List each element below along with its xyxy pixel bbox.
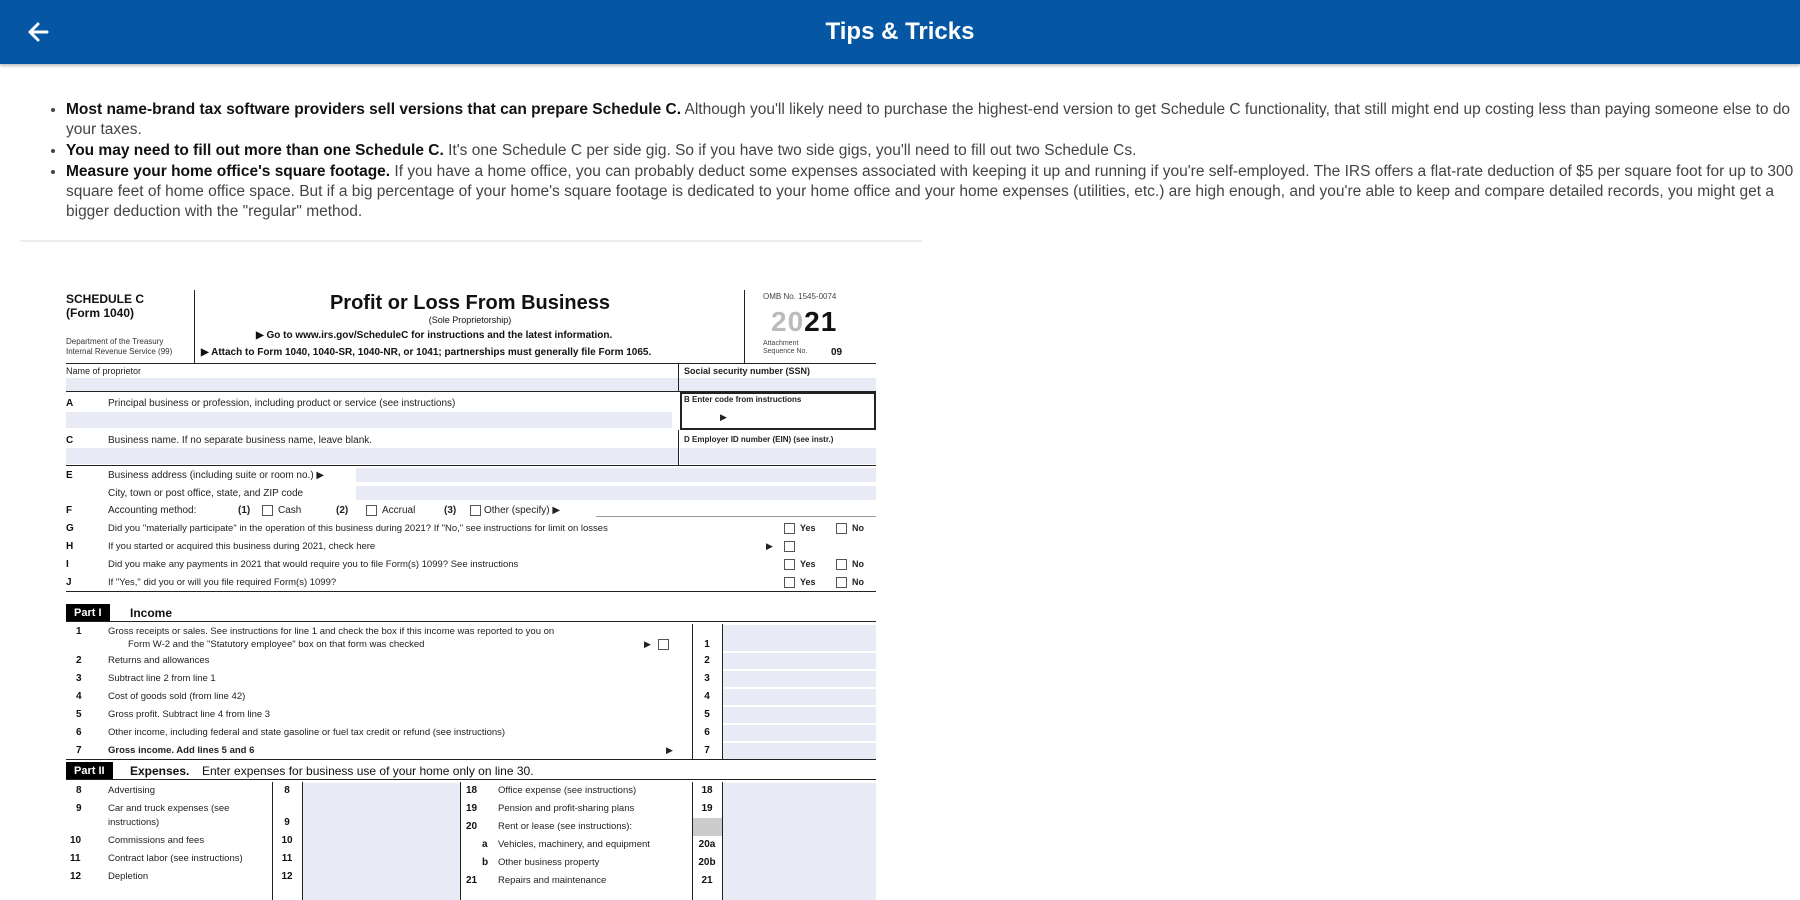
line-text: Contract labor (see instructions): [108, 853, 243, 864]
divider: [20, 240, 922, 242]
year-part-b: 21: [804, 306, 838, 337]
option-num: (1): [238, 505, 251, 516]
line-text: instructions): [108, 817, 160, 828]
part-2-bar: [66, 762, 876, 780]
page-title: Tips & Tricks: [825, 18, 975, 45]
line-number: 1: [76, 626, 82, 637]
part-2-subtitle: Enter expenses for business use of your home only on line 30.: [202, 764, 534, 778]
line-b-label: [684, 395, 801, 404]
line-text: Advertising: [108, 785, 155, 796]
rule: [744, 290, 745, 364]
line-code: 1: [704, 639, 710, 650]
form-number: (Form 1040): [66, 306, 135, 320]
income-line-4: [66, 688, 876, 706]
line-code: 20a: [698, 839, 716, 850]
rule: [678, 430, 679, 466]
line-a-row: [66, 392, 876, 430]
line-number: 18: [466, 785, 478, 796]
rule: [692, 782, 693, 900]
checkbox: [784, 523, 795, 534]
income-line-5: [66, 706, 876, 724]
field-shade: [356, 468, 876, 482]
line-letter: F: [66, 505, 73, 516]
dept-name: Department of the Treasury: [66, 337, 164, 346]
checkbox: [836, 559, 847, 570]
line-number: 8: [76, 785, 82, 796]
line-number: 19: [466, 803, 478, 814]
line-code: 7: [704, 745, 710, 756]
checkbox: [784, 559, 795, 570]
line-j-row: [66, 574, 876, 592]
line-text: Gross income. Add lines 5 and 6: [108, 745, 255, 756]
line-letter: A: [66, 398, 74, 409]
line-f-text: Accounting method:: [108, 505, 197, 516]
line-code: 6: [704, 727, 710, 738]
tip-text: Although you'll likely need to purchase the highest-end version to get Schedule C functionality, that still might end up costing less than paying someone else to do your taxes.: [66, 101, 1791, 138]
line-e-text2: City, town or post office, state, and ZIP code: [108, 488, 304, 499]
line-number: 5: [76, 709, 82, 720]
form-goto-line: ▶ Go to www.irs.gov/ScheduleC for instructions and the latest information.: [256, 330, 613, 341]
line-number: a: [482, 839, 488, 850]
name-row: [66, 364, 876, 392]
rule: [66, 591, 876, 592]
line-letter: H: [66, 541, 74, 552]
field-shade: [723, 671, 876, 687]
checkbox: [784, 577, 795, 588]
checkbox: [784, 541, 795, 552]
form-header: [66, 290, 876, 364]
tip-heading: You may need to fill out more than one Schedule C.: [66, 142, 444, 159]
part-2-tag: Part II: [66, 762, 113, 780]
schedule-c-form-image: [66, 290, 876, 900]
tip-heading: Most name-brand tax software providers sell versions that can prepare Schedule C.: [66, 101, 682, 118]
tip-text: If you have a home office, you can probably deduct some expenses associated with keeping it up and running if you're self-employed. The IRS offers a flat-rate deduction of $5 per square foot for up to 300 square feet of home office space. But if a big percentage of your home's square footage is dedicated to your home office and your home expenses (utilities, etc.) are high enough, and you're able to keep and compare detailed records, you might get a bigger deduction with the "regular" method.: [66, 163, 1794, 220]
line-code: 8: [284, 785, 290, 796]
field-shade: [723, 783, 876, 900]
part-1-bar: [66, 604, 876, 622]
line-letter: B: [684, 395, 690, 404]
tips-list: [40, 100, 1800, 223]
field-shade: [723, 707, 876, 723]
sequence-number: 09: [831, 347, 843, 358]
line-letter: D: [684, 435, 690, 444]
arrow-left-icon: [27, 21, 49, 43]
attachment-label: Attachment: [763, 340, 799, 347]
field-shade: [723, 743, 876, 759]
field-shade: [723, 725, 876, 741]
line-number: 10: [70, 835, 82, 846]
checkbox: [366, 505, 377, 516]
income-line-1: [66, 624, 876, 652]
line-text: Car and truck expenses (see: [108, 803, 230, 814]
field-shade: [66, 378, 678, 391]
form-title-block: [196, 292, 744, 325]
tip-text: It's one Schedule C per side gig. So if you have two side gigs, you'll need to fill out two Schedule Cs.: [443, 142, 1137, 159]
form-title: Profit or Loss From Business: [329, 292, 611, 314]
line-text: Gross profit. Subtract line 4 from line 3: [108, 709, 271, 720]
yes-label: Yes: [800, 523, 816, 533]
line-text: Returns and allowances: [108, 655, 210, 666]
field-shade: [680, 448, 876, 464]
income-line-6: [66, 724, 876, 742]
omb-number: OMB No. 1545-0074: [763, 292, 837, 301]
income-line-3: [66, 670, 876, 688]
line-number: 20: [466, 821, 478, 832]
line-number: 3: [76, 673, 82, 684]
line-j-text: If "Yes," did you or will you file required Form(s) 1099?: [108, 577, 337, 588]
field-shade: [66, 412, 672, 428]
option-num: (3): [444, 505, 457, 516]
arrow-icon: ▶: [720, 412, 727, 422]
checkbox: [836, 523, 847, 534]
income-line-2: [66, 652, 876, 670]
line-code: 18: [701, 785, 713, 796]
part-1-tag: Part I: [66, 604, 110, 622]
form-schedule-label: [66, 292, 144, 320]
line-number: b: [482, 857, 489, 868]
line-f-row: [66, 502, 876, 520]
line-number: 4: [76, 691, 82, 702]
field-shade: [679, 378, 876, 391]
line-e-row: [66, 466, 876, 502]
line-code: 19: [701, 803, 713, 814]
attachment-block: [763, 340, 807, 356]
line-i-row: [66, 556, 876, 574]
line-code: 10: [281, 835, 293, 846]
line-number: 21: [466, 875, 478, 886]
line-code: 12: [281, 871, 293, 882]
line-text: Form W-2 and the "Statutory employee" box on that form was checked: [128, 639, 425, 650]
name-label: Name of proprietor: [66, 366, 142, 376]
line-c-text: Business name. If no separate business name, leave blank.: [108, 435, 373, 446]
line-code: 11: [281, 853, 293, 864]
no-label: No: [852, 559, 864, 569]
tip-item: [66, 162, 1800, 222]
no-label: No: [852, 523, 864, 533]
field-shade: [356, 486, 876, 500]
line-letter: G: [66, 523, 74, 534]
sequence-label: Sequence No.: [763, 348, 808, 355]
year-part-a: 20: [771, 306, 805, 337]
line-c-row: [66, 430, 876, 466]
line-code: 4: [704, 691, 710, 702]
line-text: Rent or lease (see instructions):: [498, 821, 633, 832]
income-line-7: [66, 742, 876, 760]
line-code: 20b: [698, 857, 716, 868]
line-h-row: [66, 538, 876, 556]
rule: [596, 516, 876, 517]
line-text: Cost of goods sold (from line 42): [108, 691, 246, 702]
form-subtitle: (Sole Proprietorship): [428, 315, 512, 325]
part-2-title: Expenses.: [130, 764, 190, 778]
app-bar: [0, 0, 1800, 64]
yes-label: Yes: [800, 577, 816, 587]
line-code: 2: [704, 655, 710, 666]
line-number: 6: [76, 727, 82, 738]
arrow-icon: ▶: [766, 541, 773, 551]
field-shade: [723, 653, 876, 669]
line-g-row: [66, 520, 876, 538]
field-shade: [66, 448, 678, 464]
line-d-text: Employer ID number (EIN) (see instr.): [692, 435, 834, 444]
option-other: Other (specify) ▶: [484, 505, 561, 516]
arrow-icon: ▶: [666, 745, 673, 755]
line-letter: I: [66, 559, 69, 570]
line-text: Repairs and maintenance: [498, 875, 607, 886]
line-d-label: [684, 435, 833, 444]
tip-item: [66, 141, 1800, 161]
line-number: 9: [76, 803, 82, 814]
rule: [66, 779, 876, 780]
line-code: 21: [701, 875, 713, 886]
line-code: 3: [704, 673, 710, 684]
checkbox: [262, 505, 273, 516]
line-text: Other business property: [498, 857, 600, 868]
line-number: 11: [70, 853, 81, 864]
line-code: 5: [704, 709, 710, 720]
form-attach-line: ▶ Attach to Form 1040, 1040-SR, 1040-NR, or 1041; partnerships must generally file Form 1065.: [201, 347, 652, 358]
field-shade: [723, 689, 876, 705]
checkbox: [836, 577, 847, 588]
line-text: Gross receipts or sales. See instructions for line 1 and check the box if this income was reported to you on: [108, 626, 555, 637]
line-number: 7: [76, 745, 82, 756]
line-letter: C: [66, 435, 74, 446]
option-num: (2): [336, 505, 349, 516]
line-text: Vehicles, machinery, and equipment: [498, 839, 650, 850]
field-shade: [693, 818, 722, 836]
part-1-title: Income: [130, 606, 173, 620]
tip-heading: Measure your home office's square footage.: [66, 163, 391, 180]
form-year: [771, 306, 837, 338]
line-number: 2: [76, 655, 82, 666]
line-text: Pension and profit-sharing plans: [498, 803, 635, 814]
option-accrual: Accrual: [382, 505, 416, 516]
irs-name: Internal Revenue Service (99): [66, 347, 173, 356]
line-b-text: Enter code from instructions: [692, 395, 802, 404]
field-shade: [723, 625, 876, 651]
line-e-text: Business address (including suite or room no.) ▶: [108, 470, 325, 481]
schedule-name: SCHEDULE C: [66, 292, 145, 306]
line-letter: J: [66, 577, 72, 588]
checkbox: [658, 639, 669, 650]
line-text: Office expense (see instructions): [498, 785, 637, 796]
line-i-text: Did you make any payments in 2021 that would require you to file Form(s) 1099? See instructions: [108, 559, 519, 570]
line-text: Subtract line 2 from line 1: [108, 673, 216, 684]
line-text: Commissions and fees: [108, 835, 205, 846]
rule: [66, 759, 876, 760]
rule: [194, 290, 195, 364]
line-text: Depletion: [108, 871, 149, 882]
option-cash: Cash: [278, 505, 302, 516]
line-letter: E: [66, 470, 73, 481]
form-dept: [66, 337, 172, 357]
line-a-text: Principal business or profession, including product or service (see instructions): [108, 398, 456, 409]
line-text: Other income, including federal and state gasoline or fuel tax credit or refund (see instructions): [108, 727, 506, 738]
back-button[interactable]: [22, 16, 54, 48]
line-number: 12: [70, 871, 82, 882]
arrow-icon: ▶: [644, 639, 651, 649]
tip-item: [66, 100, 1800, 140]
checkbox: [470, 505, 481, 516]
line-g-text: Did you "materially participate" in the operation of this business during 2021? If "No," see instructions for limit on losses: [108, 523, 608, 534]
yes-label: Yes: [800, 559, 816, 569]
line-code: 9: [284, 817, 290, 828]
ssn-label: Social security number (SSN): [684, 366, 811, 376]
no-label: No: [852, 577, 864, 587]
line-h-text: If you started or acquired this business during 2021, check here: [108, 541, 376, 552]
rule: [66, 621, 876, 622]
